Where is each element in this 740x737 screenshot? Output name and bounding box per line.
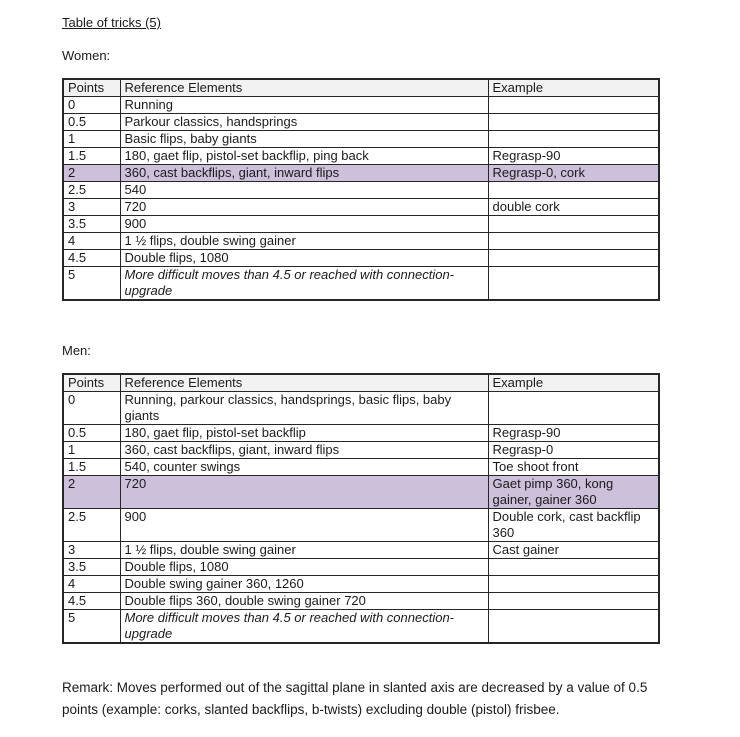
reference-elements-cell: Running <box>120 97 488 114</box>
table-row <box>63 165 659 182</box>
example-column-header: Example <box>488 374 659 392</box>
table-row <box>63 593 659 610</box>
example-cell <box>488 182 659 199</box>
example-cell <box>488 610 659 644</box>
points-cell: 4.5 <box>63 593 120 610</box>
example-cell <box>488 392 659 425</box>
reference-elements-cell: 900 <box>120 216 488 233</box>
example-cell <box>488 97 659 114</box>
points-cell: 0 <box>63 97 120 114</box>
table-row <box>63 131 659 148</box>
points-cell: 1 <box>63 131 120 148</box>
example-cell: Toe shoot front <box>488 459 659 476</box>
example-cell: Cast gainer <box>488 542 659 559</box>
table-row <box>63 559 659 576</box>
example-cell: Regrasp-0 <box>488 442 659 459</box>
table-row <box>63 425 659 442</box>
page-title: Table of tricks (5) <box>62 15 161 30</box>
reference-elements-cell: 720 <box>120 199 488 216</box>
example-cell: Double cork, cast backflip 360 <box>488 509 659 542</box>
points-cell: 4 <box>63 233 120 250</box>
table-row <box>63 182 659 199</box>
points-cell: 2.5 <box>63 182 120 199</box>
reference-elements-cell: Double flips 360, double swing gainer 720 <box>120 593 488 610</box>
example-cell <box>488 216 659 233</box>
reference-elements-cell: Double flips, 1080 <box>120 559 488 576</box>
points-cell: 2 <box>63 165 120 182</box>
reference-elements-cell: 540, counter swings <box>120 459 488 476</box>
points-column-header: Points <box>63 79 120 97</box>
table-row <box>63 392 659 425</box>
points-cell: 4 <box>63 576 120 593</box>
points-column-header: Points <box>63 374 120 392</box>
reference-elements-cell: Parkour classics, handsprings <box>120 114 488 131</box>
points-cell: 3 <box>63 199 120 216</box>
reference-elements-column-header: Reference Elements <box>120 79 488 97</box>
example-cell <box>488 576 659 593</box>
table-row <box>63 250 659 267</box>
table-row <box>63 442 659 459</box>
example-cell <box>488 114 659 131</box>
example-cell <box>488 593 659 610</box>
reference-elements-cell: More difficult moves than 4.5 or reached with connection-upgrade <box>120 267 488 301</box>
points-cell: 2 <box>63 476 120 509</box>
reference-elements-cell: 180, gaet flip, pistol-set backflip <box>120 425 488 442</box>
table-row <box>63 114 659 131</box>
points-cell: 3 <box>63 542 120 559</box>
example-cell: Regrasp-90 <box>488 148 659 165</box>
reference-elements-cell: 900 <box>120 509 488 542</box>
table-row <box>63 233 659 250</box>
reference-elements-cell: 360, cast backflips, giant, inward flips <box>120 165 488 182</box>
points-cell: 4.5 <box>63 250 120 267</box>
table-row <box>63 459 659 476</box>
reference-elements-cell: 720 <box>120 476 488 509</box>
table-row <box>63 148 659 165</box>
reference-elements-cell: 540 <box>120 182 488 199</box>
example-cell: Gaet pimp 360, kong gainer, gainer 360 <box>488 476 659 509</box>
table-header-row <box>63 79 659 97</box>
reference-elements-cell: 1 ½ flips, double swing gainer <box>120 542 488 559</box>
points-cell: 5 <box>63 610 120 644</box>
reference-elements-column-header: Reference Elements <box>120 374 488 392</box>
points-cell: 2.5 <box>63 509 120 542</box>
example-cell: Regrasp-0, cork <box>488 165 659 182</box>
reference-elements-cell: 180, gaet flip, pistol-set backflip, ping back <box>120 148 488 165</box>
table-row <box>63 199 659 216</box>
example-cell: Regrasp-90 <box>488 425 659 442</box>
table-header-row <box>63 374 659 392</box>
men-tricks-table <box>62 373 660 644</box>
table-row <box>63 610 659 644</box>
points-cell: 0.5 <box>63 425 120 442</box>
reference-elements-cell: Double flips, 1080 <box>120 250 488 267</box>
example-cell <box>488 250 659 267</box>
reference-elements-cell: 360, cast backflips, giant, inward flips <box>120 442 488 459</box>
table-row <box>63 97 659 114</box>
points-cell: 5 <box>63 267 120 301</box>
women-section <box>62 47 740 301</box>
reference-elements-cell: Double swing gainer 360, 1260 <box>120 576 488 593</box>
women-section-label: Women: <box>62 48 111 63</box>
example-cell <box>488 131 659 148</box>
example-cell <box>488 559 659 576</box>
table-row <box>63 576 659 593</box>
points-cell: 0 <box>63 392 120 425</box>
points-cell: 0.5 <box>63 114 120 131</box>
table-row <box>63 509 659 542</box>
points-cell: 1.5 <box>63 459 120 476</box>
points-cell: 3.5 <box>63 216 120 233</box>
reference-elements-cell: Running, parkour classics, handsprings, basic flips, baby giants <box>120 392 488 425</box>
men-section-label: Men: <box>62 343 91 358</box>
table-row <box>63 542 659 559</box>
table-row <box>63 476 659 509</box>
points-cell: 3.5 <box>63 559 120 576</box>
points-cell: 1.5 <box>63 148 120 165</box>
example-column-header: Example <box>488 79 659 97</box>
example-cell: double cork <box>488 199 659 216</box>
table-row <box>63 267 659 301</box>
men-section <box>62 342 740 644</box>
reference-elements-cell: More difficult moves than 4.5 or reached with connection-upgrade <box>120 610 488 644</box>
table-row <box>63 216 659 233</box>
points-cell: 1 <box>63 442 120 459</box>
reference-elements-cell: Basic flips, baby giants <box>120 131 488 148</box>
example-cell <box>488 233 659 250</box>
women-tricks-table <box>62 78 660 301</box>
example-cell <box>488 267 659 301</box>
reference-elements-cell: 1 ½ flips, double swing gainer <box>120 233 488 250</box>
remark-text: Remark: Moves performed out of the sagittal plane in slanted axis are decreased by a value of 0.5 points (example: corks, slanted backflips, b-twists) excluding double (pistol) frisbee. <box>62 680 648 717</box>
